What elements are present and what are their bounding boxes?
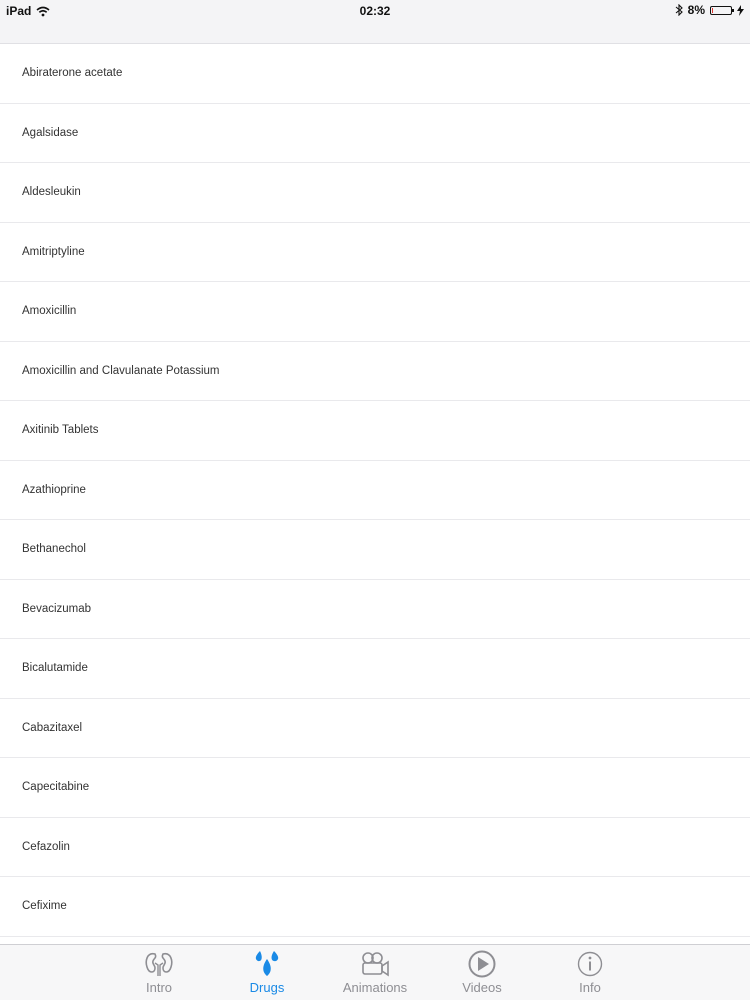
list-item[interactable]	[0, 163, 750, 223]
drug-list[interactable]	[0, 43, 750, 944]
drug-name: Amoxicillin and Clavulanate Potassium	[22, 364, 220, 377]
battery-percent: 8%	[687, 3, 705, 17]
clock: 02:32	[359, 4, 391, 18]
list-item[interactable]	[0, 223, 750, 283]
tab-videos[interactable]	[437, 949, 527, 999]
drops-icon	[251, 949, 283, 979]
tab-animations[interactable]	[330, 949, 420, 999]
tab-drugs[interactable]	[222, 949, 312, 999]
list-item[interactable]	[0, 758, 750, 818]
battery-level	[712, 8, 713, 13]
bluetooth-icon	[675, 4, 683, 16]
drug-name: Amoxicillin	[22, 305, 77, 318]
drug-name: Azathioprine	[22, 483, 86, 496]
drug-name: Bevacizumab	[22, 602, 92, 615]
list-item[interactable]	[0, 282, 750, 342]
device-name: iPad	[6, 4, 32, 18]
list-item[interactable]	[0, 699, 750, 759]
drug-name: Axitinib Tablets	[22, 424, 99, 437]
drug-name: Cefixime	[22, 900, 67, 913]
list-item[interactable]	[0, 104, 750, 164]
list-item[interactable]	[0, 461, 750, 521]
list-item[interactable]	[0, 580, 750, 640]
list-item[interactable]	[0, 877, 750, 937]
list-item[interactable]	[0, 342, 750, 402]
list-item[interactable]	[0, 401, 750, 461]
drug-name: Cabazitaxel	[22, 721, 83, 734]
list-item[interactable]	[0, 818, 750, 878]
drug-name: Amitriptyline	[22, 245, 85, 258]
film-camera-icon	[359, 949, 391, 979]
tab-label: Animations	[342, 980, 408, 995]
tab-label: Info	[579, 980, 601, 995]
charging-icon	[737, 5, 744, 16]
drug-name: Agalsidase	[22, 126, 79, 139]
tab-bar	[0, 944, 750, 1000]
drug-name: Cefazolin	[22, 840, 70, 853]
tab-intro[interactable]	[114, 949, 204, 999]
tab-label: Drugs	[249, 980, 285, 995]
tab-label: Videos	[462, 980, 502, 995]
drug-name: Aldesleukin	[22, 186, 81, 199]
drug-name: Bethanechol	[22, 543, 86, 556]
drug-name: Capecitabine	[22, 781, 90, 794]
battery-icon	[710, 6, 732, 15]
tab-info[interactable]	[545, 949, 635, 999]
kidneys-icon	[143, 949, 175, 979]
info-icon	[574, 949, 606, 979]
play-icon	[466, 949, 498, 979]
drug-name: Abiraterone acetate	[22, 67, 123, 80]
list-item[interactable]	[0, 44, 750, 104]
list-item[interactable]	[0, 520, 750, 580]
status-bar	[0, 0, 750, 22]
list-item[interactable]	[0, 639, 750, 699]
drug-name: Bicalutamide	[22, 662, 88, 675]
tab-label: Intro	[145, 980, 172, 995]
